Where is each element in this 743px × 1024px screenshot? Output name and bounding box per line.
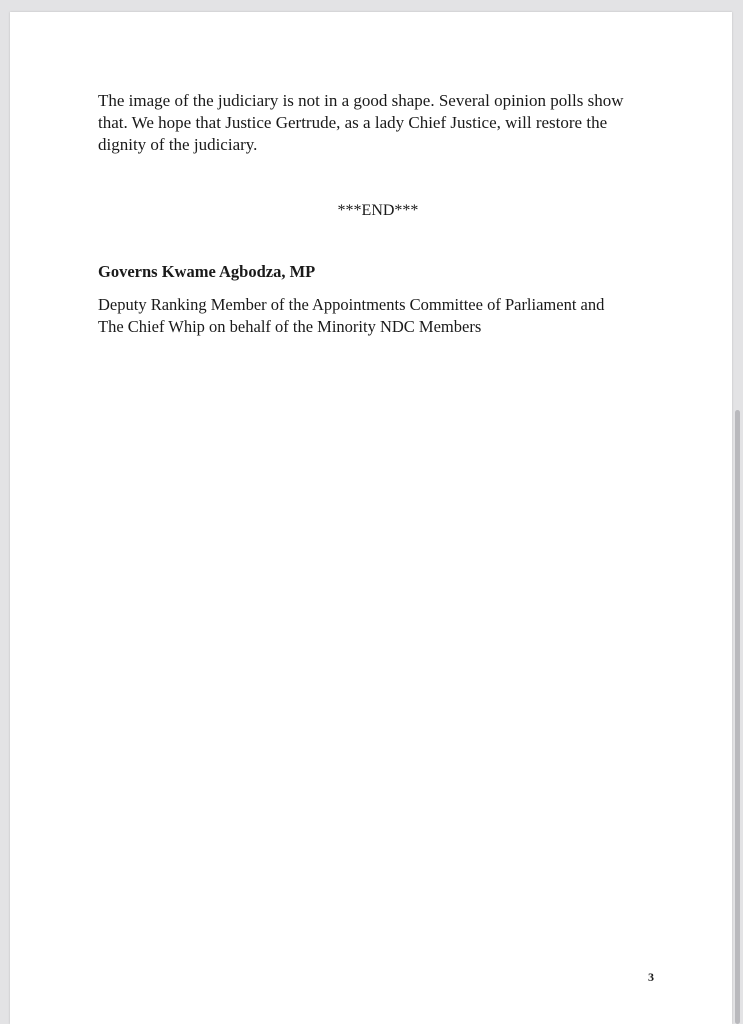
page-number: 3 [648, 970, 654, 984]
signer-role [98, 294, 604, 338]
signer-role-line: Deputy Ranking Member of the Appointments Committee of Parliament and [98, 295, 605, 314]
document-page [10, 12, 732, 1024]
signer-name: Governs Kwame Agbodza, MP [98, 262, 316, 281]
paragraph-line: The image of the judiciary is not in a good shape. Several opinion polls show [98, 91, 624, 110]
vertical-scrollbar[interactable] [735, 410, 740, 1024]
paragraph-line: that. We hope that Justice Gertrude, as a lady Chief Justice, will restore the [98, 113, 608, 132]
signer-role-line: The Chief Whip on behalf of the Minority NDC Members [98, 317, 482, 336]
body-paragraph [98, 90, 658, 156]
paragraph-line: dignity of the judiciary. [98, 135, 258, 154]
end-marker: ***END*** [337, 202, 419, 219]
